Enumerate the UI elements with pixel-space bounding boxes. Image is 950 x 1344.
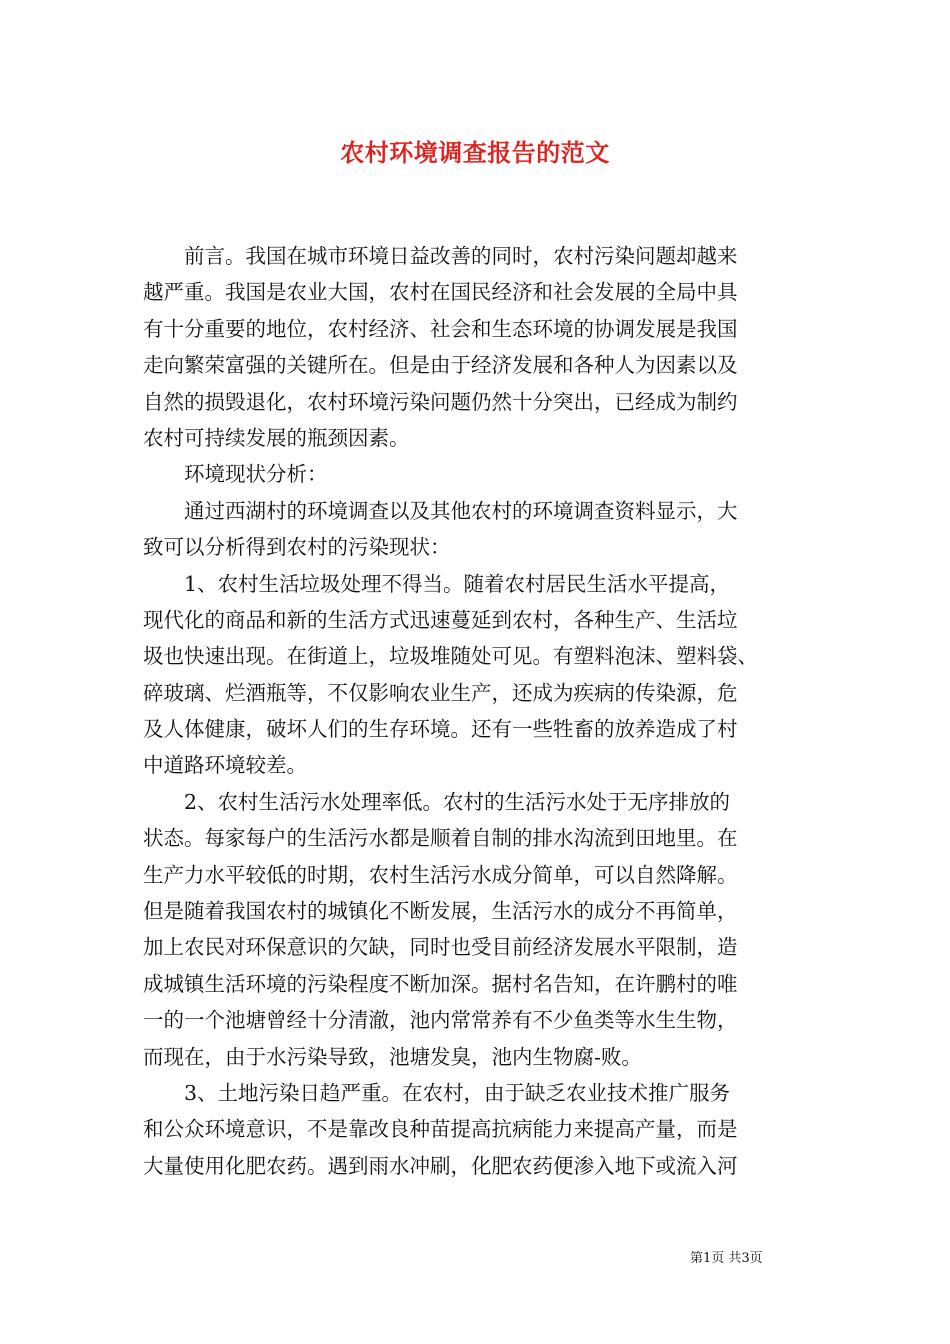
text-line: 1、农村生活垃圾处理不得当。随着农村居民生活水平提高，: [184, 571, 731, 596]
text-line: 中道路环境较差。: [143, 753, 307, 778]
text-line: 农村可持续发展的瓶颈因素。: [143, 425, 410, 450]
text-line: 和公众环境意识，不是靠改良种苗提高抗病能力来提高产量，而是: [143, 1117, 738, 1142]
text-line: 圾也快速出现。在街道上，垃圾堆随处可见。有塑料泡沫、塑料袋、: [143, 644, 758, 669]
text-line: 大量使用化肥农药。遇到雨水冲刷，化肥农药便渗入地下或流入河: [143, 1153, 738, 1178]
text-line: 一的一个池塘曾经十分清澈，池内常常养有不少鱼类等水生生物，: [143, 1008, 738, 1033]
text-line: 自然的损毁退化，农村环境污染问题仍然十分突出，已经成为制约: [143, 389, 738, 414]
text-line: 现代化的商品和新的生活方式迅速蔓延到农村，各种生产、生活垃: [143, 607, 738, 632]
text-line: 3、土地污染日趋严重。在农村，由于缺乏农业技术推广服务: [184, 1080, 731, 1105]
section-heading: 环境现状分析：: [184, 462, 328, 487]
text-line: 有十分重要的地位，农村经济、社会和生态环境的协调发展是我国: [143, 316, 738, 341]
document-title: 农村环境调查报告的范文: [340, 138, 610, 167]
text-line: 通过西湖村的环境调查以及其他农村的环境调查资料显示，大: [184, 498, 738, 523]
text-line: 致可以分析得到农村的污染现状：: [143, 535, 451, 560]
text-line: 走向繁荣富强的关键所在。但是由于经济发展和各种人为因素以及: [143, 353, 738, 378]
document-body: [143, 238, 808, 1184]
text-line: 成城镇生活环境的污染程度不断加深。据村名告知，在许鹏村的唯: [143, 971, 738, 996]
text-line: 状态。每家每户的生活污水都是顺着自制的排水沟流到田地里。在: [143, 826, 738, 851]
text-line: 碎玻璃、烂酒瓶等，不仅影响农业生产，还成为疾病的传染源，危: [143, 680, 738, 705]
text-line: 加上农民对环保意识的欠缺，同时也受目前经济发展水平限制，造: [143, 935, 738, 960]
text-line: 越严重。我国是农业大国，农村在国民经济和社会发展的全局中具: [143, 280, 738, 305]
page-number: 第1页 共3页: [690, 1251, 763, 1266]
text-line: 生产力水平较低的时期，农村生活污水成分简单，可以自然降解。: [143, 862, 738, 887]
text-line: 及人体健康，破坏人们的生存环境。还有一些牲畜的放养造成了村: [143, 717, 738, 742]
text-line: 但是随着我国农村的城镇化不断发展，生活污水的成分不再简单，: [143, 899, 738, 924]
text-line: 2、农村生活污水处理率低。农村的生活污水处于无序排放的: [184, 789, 731, 814]
text-line: 前言。我国在城市环境日益改善的同时，农村污染问题却越来: [184, 244, 738, 268]
text-line: 而现在，由于水污染导致，池塘发臭，池内生物腐-败。: [143, 1044, 642, 1069]
